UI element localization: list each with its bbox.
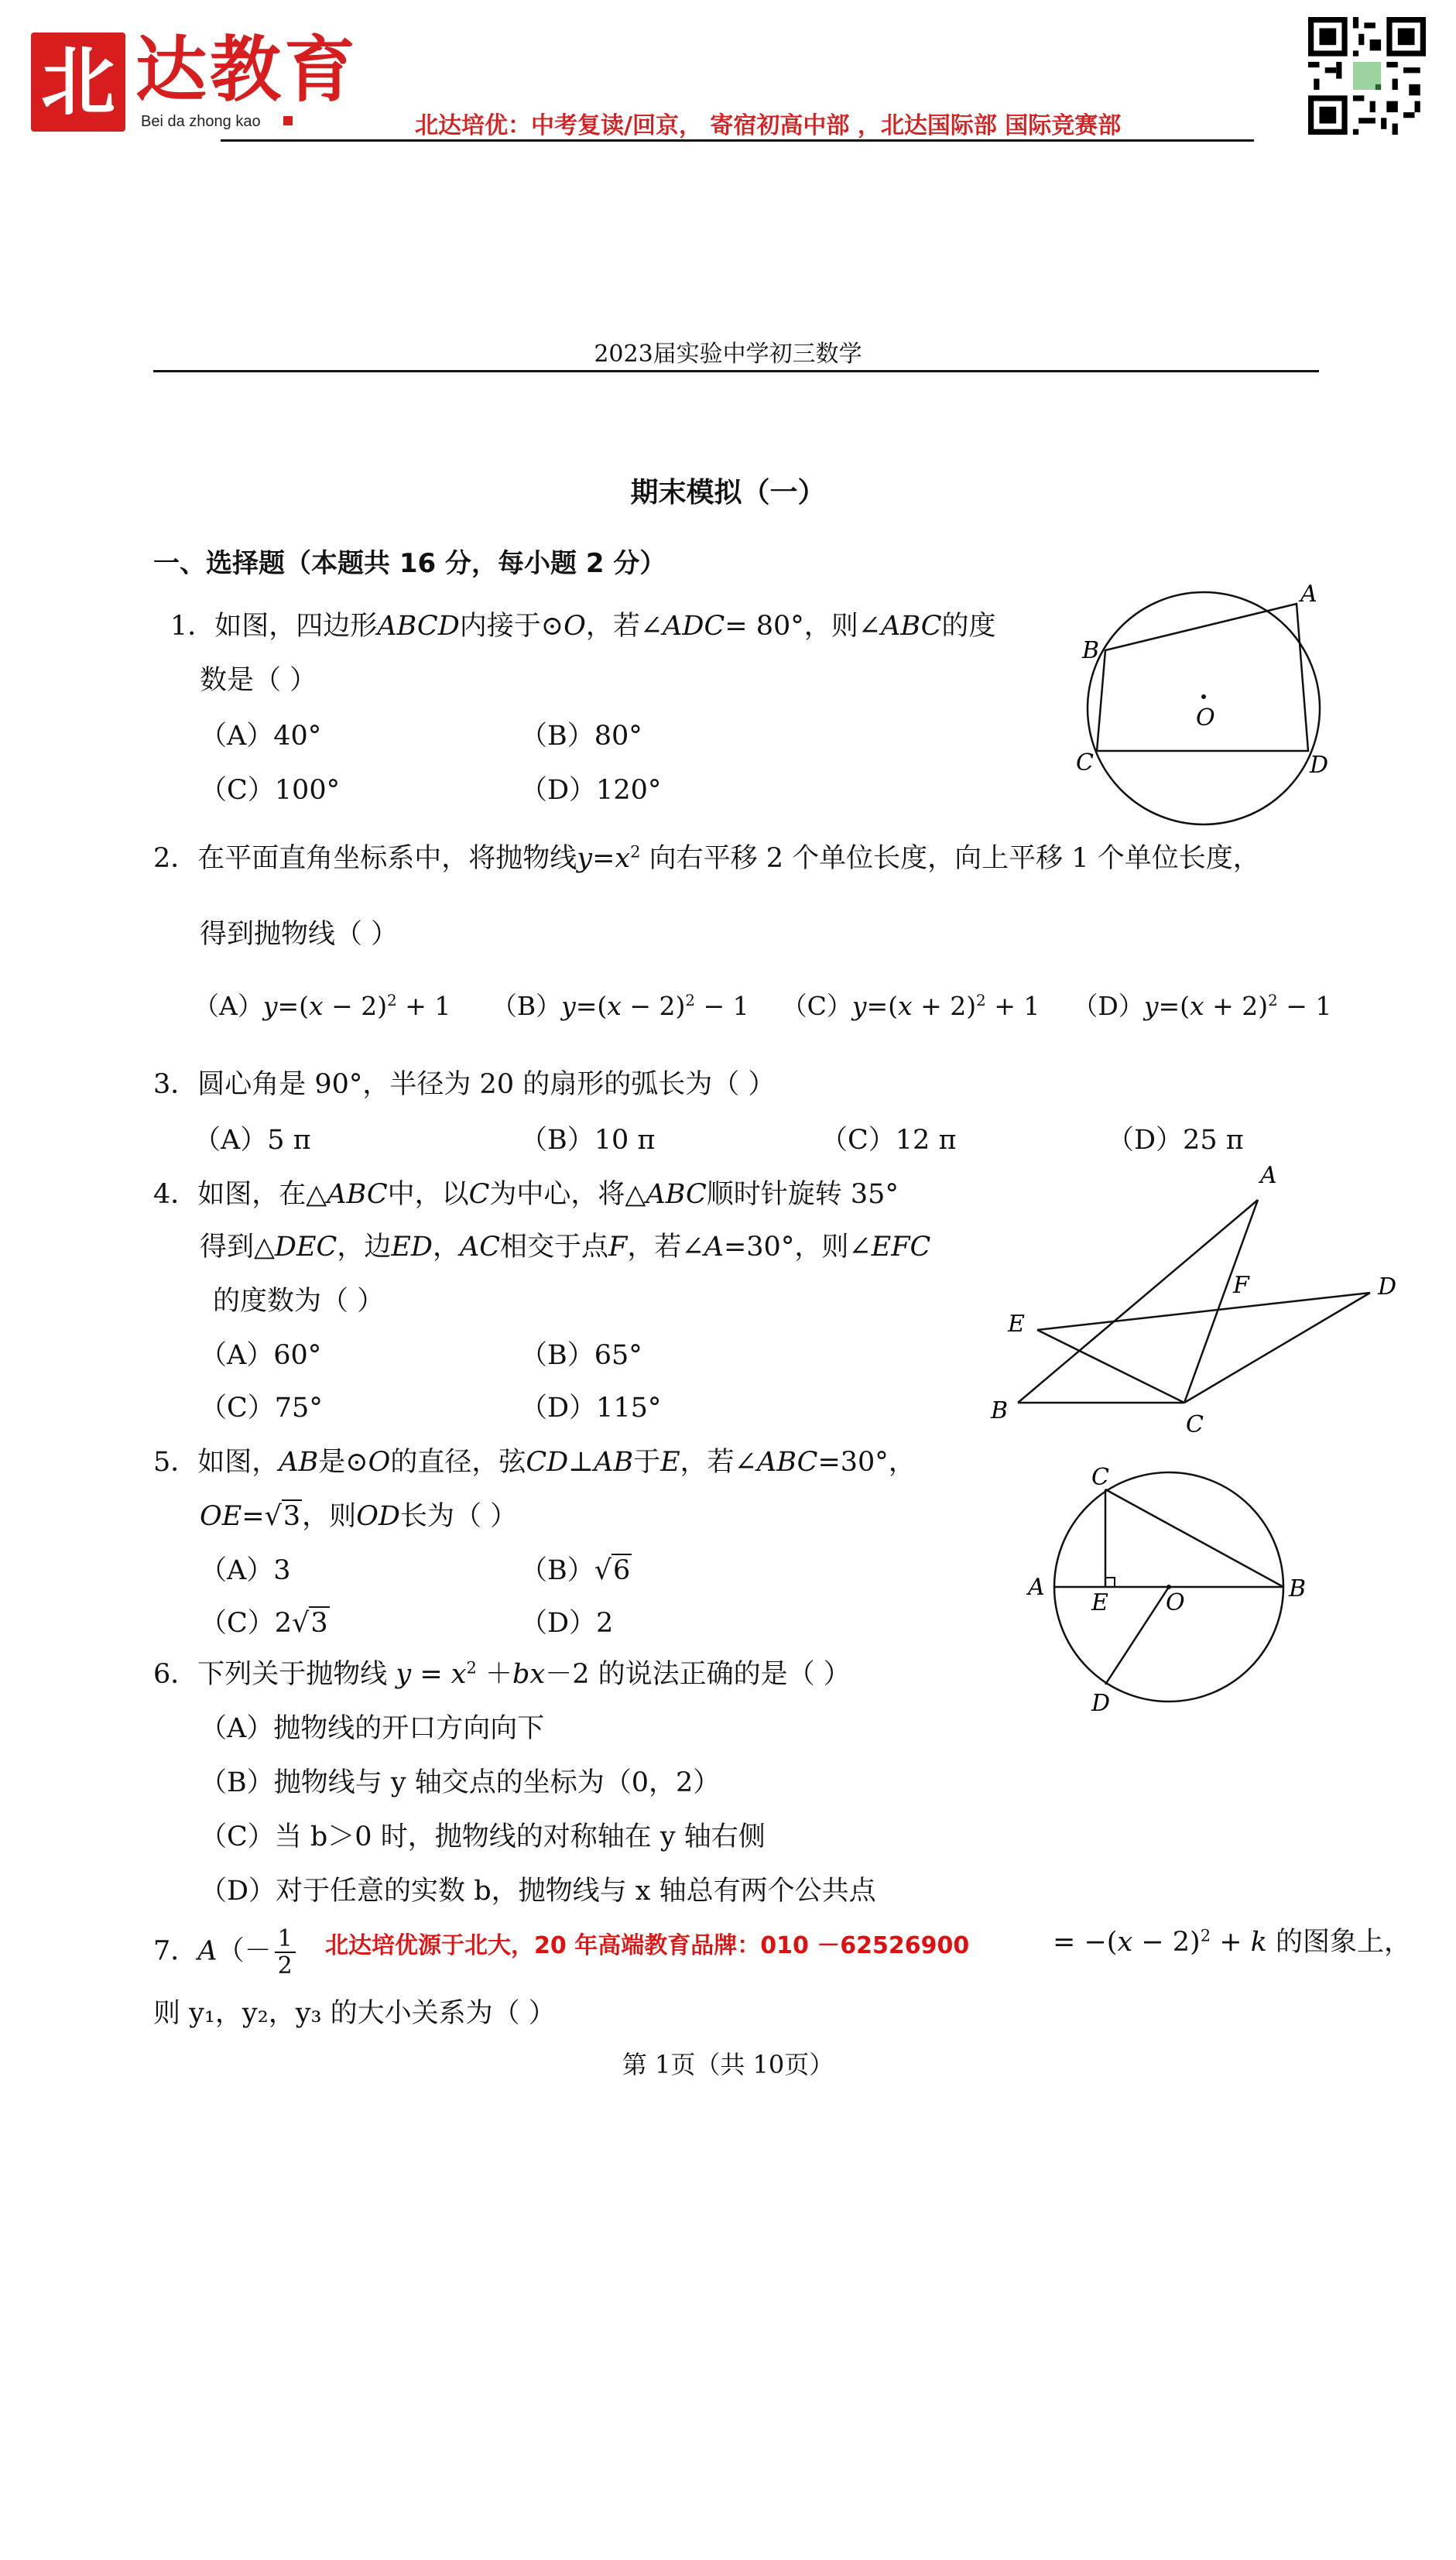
q2-option-b: （B）	[491, 991, 562, 1021]
q2-option-d: （D）	[1072, 991, 1144, 1021]
header-rule	[221, 139, 1254, 142]
q5-option-b: （B）√6	[520, 1555, 631, 1586]
q5-option-a: （A）3	[200, 1555, 291, 1586]
q1-text: = 80°，则∠	[725, 611, 882, 642]
figure-q1-cyclic-quadrilateral	[1068, 584, 1339, 832]
q1-var: ABCD	[377, 611, 460, 642]
q4-line1: 4．如图，在△ABC中，以C为中心，将△ABC顺时针旋转 35°	[153, 1179, 899, 1210]
q4-line2: 得到△DEC，边ED，AC相交于点F，若∠A=30°，则∠EFC	[200, 1232, 931, 1263]
q4-option-c: （C）75°	[200, 1393, 323, 1424]
q1-var: O	[564, 611, 586, 642]
q7-line1-end: = $-(x - 2)^2 + k$ 的图象上，	[1053, 1926, 1412, 1958]
fig3-label-d: D	[1091, 1690, 1111, 1717]
q5-option-c: （C）2√3	[200, 1608, 328, 1639]
logo-mark	[31, 33, 125, 132]
fig1-label-b: B	[1082, 637, 1100, 664]
q3-option-c: （C）12 π	[820, 1125, 957, 1156]
fig2-label-d: D	[1378, 1273, 1397, 1301]
fig2-label-f: F	[1233, 1272, 1249, 1299]
q5-line1: 5．如图，AB是⊙O的直径，弦CD⊥AB于E，若∠ABC=30°，	[153, 1447, 916, 1478]
q3-text: 3．圆心角是 90°，半径为 20 的扇形的弧长为（ ）	[153, 1069, 776, 1100]
logo-square	[283, 116, 293, 125]
paper-title: 期末模拟（一）	[630, 477, 826, 509]
q1-text: ，若∠	[585, 611, 663, 642]
q1-option-a: （A）40°	[200, 721, 322, 752]
figure-q4-rotation-triangle	[983, 1161, 1401, 1440]
q6-option-d: （D）对于任意的实数 b，抛物线与 x 轴总有两个公共点	[200, 1876, 876, 1907]
q1-var: ABC	[881, 611, 942, 642]
logo-glyph: 北	[41, 39, 115, 125]
q4-option-a: （A）60°	[200, 1340, 322, 1371]
q1-text: 的度	[941, 611, 996, 642]
figure-q5-circle-chord	[1014, 1455, 1324, 1719]
q5-option-d: （D）2	[520, 1608, 614, 1639]
q2-line2: 得到抛物线（ ）	[200, 919, 399, 950]
q3-option-b: （B）10 π	[520, 1125, 656, 1156]
q7-line1: 7．A（－ $\frac{1}{2}$	[153, 1926, 299, 1979]
q6-option-a: （A）抛物线的开口方向向下	[200, 1713, 545, 1744]
fig2-label-b: B	[991, 1397, 1009, 1424]
fig1-label-o: O	[1196, 704, 1215, 732]
q1-var: ADC	[663, 611, 725, 642]
q1-line2: 数是（ ）	[200, 665, 317, 696]
q2-options: $(A)y=(x - 2)^2 + 1$ $(B)y=(x - 2)^2 - 1$ $(C)y=(x + 2)^2 + 1$ $(D)y=(x + 2)^2 - 1$	[194, 991, 1332, 1021]
fig3-label-e: E	[1091, 1589, 1108, 1616]
fig3-label-b: B	[1289, 1575, 1307, 1602]
fig1-label-c: C	[1076, 749, 1094, 776]
q1-text: 1．如图，四边形	[170, 611, 378, 642]
q2-text: 2．在平面直角坐标系中，将抛物线	[153, 843, 577, 874]
logo-text: 达教育	[135, 29, 359, 111]
fig2-label-e: E	[1008, 1311, 1025, 1338]
q4-option-d: （D）115°	[520, 1393, 662, 1424]
fig3-label-a: A	[1028, 1574, 1045, 1601]
q2-text: 向右平移 2 个单位长度，向上平移 1 个单位长度，	[649, 843, 1260, 874]
q3-option-a: （A）5 π	[194, 1125, 311, 1156]
qr-code	[1308, 17, 1426, 135]
q1-line1	[170, 610, 996, 643]
fig2-label-c: C	[1186, 1411, 1204, 1438]
fig1-label-a: A	[1300, 584, 1317, 608]
q2-parabola: y	[577, 843, 593, 874]
q6-stem: 6．下列关于抛物线 $y = x^2 +bx-2$ 的说法正确的是（ ）	[153, 1658, 851, 1690]
title-rule	[153, 370, 1319, 372]
q4-line3: 的度数为（ ）	[213, 1286, 385, 1317]
header-slogan: 北达培优：中考复读/回京， 寄宿初高中部 ，北达国际部 国际竞赛部	[415, 112, 1122, 139]
q4-option-b: （B）65°	[520, 1340, 642, 1371]
q1-option-c: （C）100°	[200, 775, 341, 806]
q3-option-d: （D）25 π	[1107, 1125, 1244, 1156]
fig3-label-c: C	[1091, 1464, 1109, 1491]
section-heading: 一、选择题（本题共 16 分，每小题 2 分）	[153, 548, 666, 579]
q1-option-d: （D）120°	[520, 775, 662, 806]
q6-option-c: （C）当 b＞0 时，抛物线的对称轴在 y 轴右侧	[200, 1821, 766, 1852]
q2-option-a: （A）	[194, 991, 263, 1021]
q2-option-c: （C）	[781, 991, 852, 1021]
fig3-label-o: O	[1166, 1589, 1185, 1616]
document-title: 2023届实验中学初三数学	[594, 341, 862, 368]
q2-line1: 2．在平面直角坐标系中，将抛物线$y=x^2$ 向右平移 2 个单位长度，向上平移 1 个单位长度，	[153, 842, 1260, 874]
q7-line2: 则 y₁，y₂，y₃ 的大小关系为（ ）	[153, 1998, 556, 2029]
q6-option-b: （B）抛物线与 y 轴交点的坐标为（0，2）	[200, 1767, 721, 1798]
fig2-label-a: A	[1260, 1162, 1277, 1189]
fig1-label-d: D	[1310, 752, 1329, 779]
q5-line2: OE=√3，则OD长为（ ）	[200, 1501, 518, 1532]
watermark: 北达培优源于北大，20 年高端教育品牌：010 －62526900	[325, 1932, 970, 1959]
q1-text: 内接于⊙	[459, 611, 564, 642]
q1-option-b: （B）80°	[520, 721, 642, 752]
page-footer: 第 1页（共 10页）	[622, 2050, 834, 2079]
logo-subtitle: Bei da zhong kao	[141, 113, 261, 130]
